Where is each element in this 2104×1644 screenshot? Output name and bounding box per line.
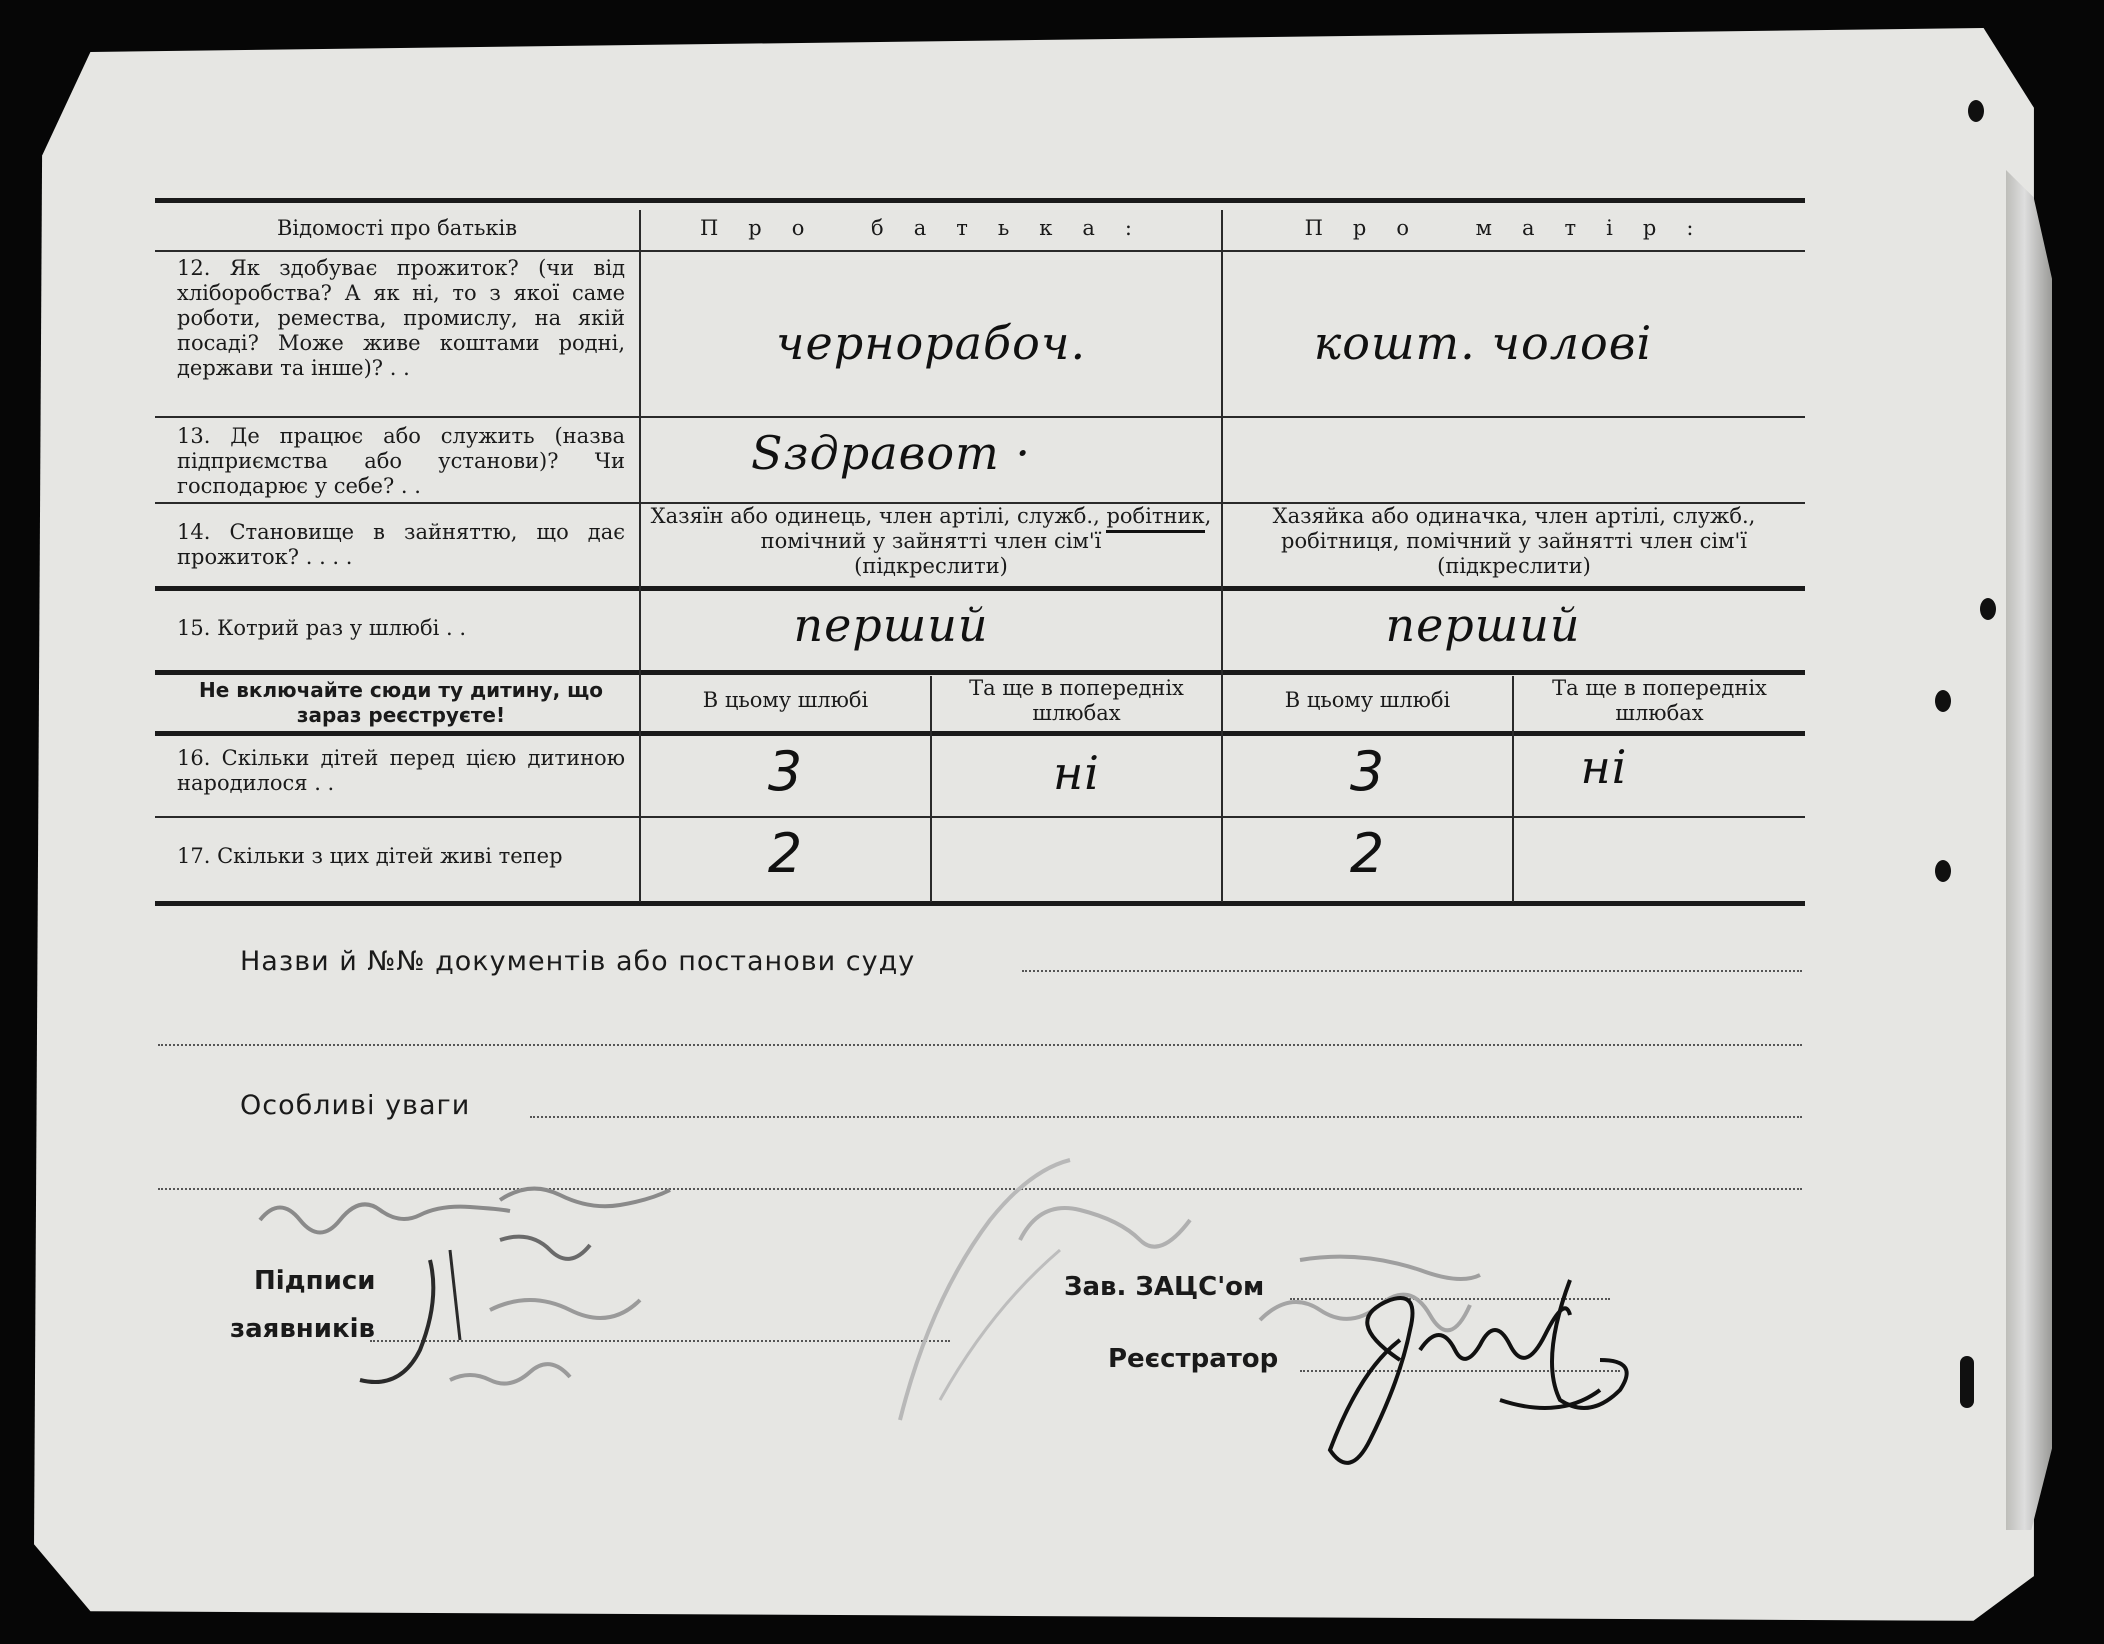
row-16-mother-this: 3 bbox=[1349, 740, 1386, 803]
row-16-mother-prev: ні bbox=[1580, 740, 1628, 794]
mother-prev-marriages-header: Та ще в попередніх шлюбах bbox=[1552, 676, 1767, 725]
row-rule bbox=[155, 250, 1805, 252]
faded-stamp-marks bbox=[820, 1150, 1260, 1430]
applicants-signature bbox=[240, 1180, 760, 1440]
row-12-mother-answer: кошт. чолові bbox=[1313, 316, 1653, 370]
exclude-child-note: Не включайте сюди ту дитину, що зараз реєструєте! bbox=[198, 678, 603, 727]
row-rule bbox=[155, 416, 1805, 418]
row-17-father-this: 2 bbox=[767, 822, 804, 885]
row-12-label: 12. Як здобуває прожиток? (чи від хліборобства? А як ні, то з якої саме роботи, ремества, промислу, на якій посаді? Може живе коштами родні, держави та інше)? . . bbox=[177, 256, 625, 380]
row-16-label: 16. Скільки дітей перед цією дитиною народилося . . bbox=[177, 746, 625, 795]
binder-hole bbox=[1980, 598, 1996, 620]
documents-label: Назви й №№ документів або постанови суду bbox=[240, 946, 916, 977]
table-bottom-rule bbox=[155, 901, 1805, 906]
row-15-label: 15. Котрий раз у шлюбі . . bbox=[177, 616, 467, 640]
father-prev-marriages-header: Та ще в попередніх шлюбах bbox=[969, 676, 1184, 725]
underline-instruction: (підкреслити) bbox=[1437, 554, 1591, 578]
binder-hole bbox=[1935, 690, 1951, 712]
mother-this-marriage-header: В цьому шлюбі bbox=[1284, 688, 1451, 712]
documents-dotted-line bbox=[1022, 970, 1802, 972]
row-13-father-answer: Ѕздравот · bbox=[751, 426, 1031, 480]
row-rule bbox=[155, 816, 1805, 818]
documents-dotted-line-2 bbox=[158, 1044, 1802, 1046]
registry-head-label: Зав. ЗАЦС'ом bbox=[1064, 1272, 1265, 1302]
underline-instruction: (підкреслити) bbox=[854, 554, 1008, 578]
row-14-father-options-rest: , помічний у зайнятті член сім'ї bbox=[760, 504, 1212, 553]
table-top-rule bbox=[155, 198, 1805, 203]
header-mother: Про матір: bbox=[1304, 216, 1724, 240]
row-14-label: 14. Становище в зайняттю, що дає прожиток? . . . . bbox=[177, 520, 625, 569]
row-16-father-this: 3 bbox=[767, 740, 804, 803]
registrar-label: Реєстратор bbox=[1108, 1344, 1279, 1374]
row-17-label: 17. Скільки з цих дітей живі тепер bbox=[177, 844, 563, 868]
applicants-label: заявників bbox=[230, 1314, 375, 1344]
row-14-mother-options bbox=[1225, 504, 1803, 579]
binder-hole bbox=[1935, 860, 1951, 882]
binder-hole bbox=[1968, 100, 1984, 122]
row-15-father-answer: перший bbox=[793, 598, 989, 652]
row-13-label: 13. Де працює або служить (назва підприємства або установи)? Чи господарює у себе? . . bbox=[177, 424, 625, 498]
signatures-label: Підписи bbox=[254, 1266, 376, 1296]
row-14-father-options-text: Хазяїн або одинець, член артілі, служб., bbox=[650, 504, 1100, 528]
row-rule bbox=[155, 670, 1805, 675]
remarks-dotted-line bbox=[530, 1116, 1802, 1118]
father-this-marriage-header: В цьому шлюбі bbox=[702, 688, 869, 712]
row-rule bbox=[155, 731, 1805, 736]
remarks-label: Особливі уваги bbox=[240, 1090, 471, 1121]
page-edge bbox=[2006, 170, 2052, 1530]
registrar-signature bbox=[1240, 1240, 1660, 1480]
row-14-father-options bbox=[645, 504, 1217, 579]
binder-hole bbox=[1960, 1356, 1974, 1408]
row-rule bbox=[155, 586, 1805, 591]
row-14-mother-options-text: Хазяйка або одиначка, член артілі, служб., робітниця, помічний у зайнятті член сім'ї bbox=[1272, 504, 1756, 553]
row-15-mother-answer: перший bbox=[1385, 598, 1581, 652]
row-17-mother-this: 2 bbox=[1349, 822, 1386, 885]
row-16-father-prev: ні bbox=[1052, 746, 1100, 800]
row-12-father-answer: чернорабоч. bbox=[775, 316, 1087, 370]
header-parents-info: Відомості про батьків bbox=[276, 216, 518, 240]
header-father: Про батька: bbox=[699, 216, 1162, 240]
underlined-option-worker: робітник bbox=[1106, 504, 1204, 533]
